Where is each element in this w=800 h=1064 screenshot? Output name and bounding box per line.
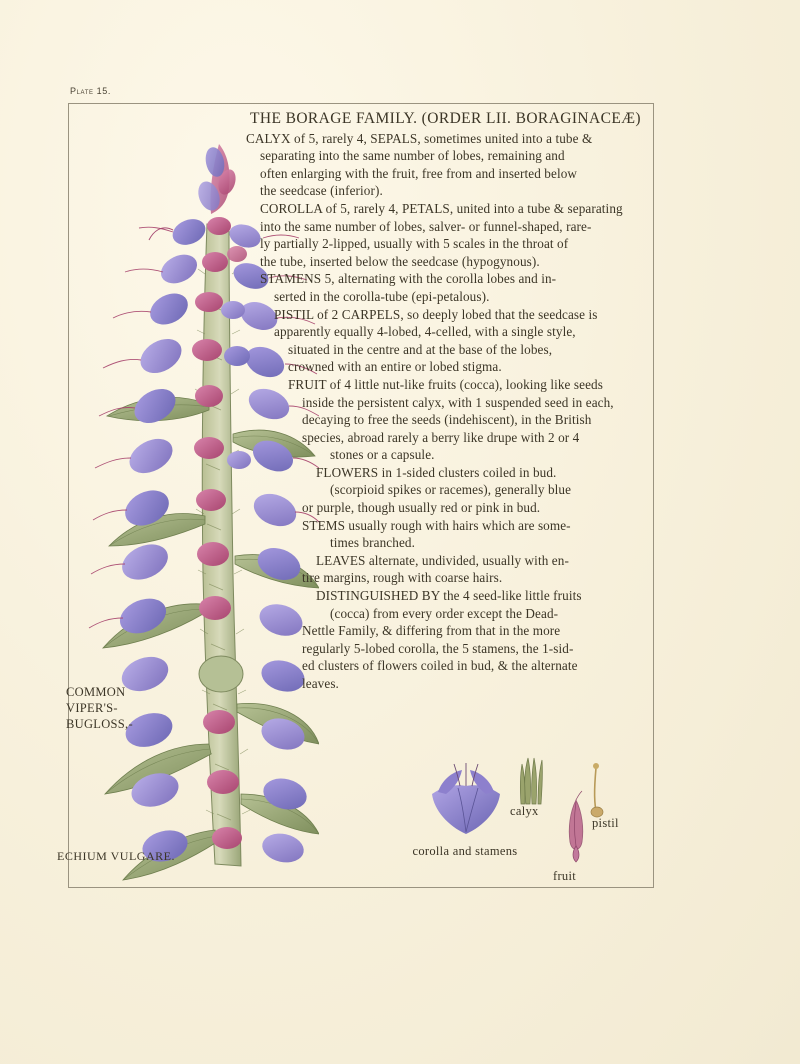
description-line: PISTIL of 2 CARPELS, so deeply lobed that the seedcase is xyxy=(274,306,598,322)
description-line: apparently equally 4-lobed, 4-celled, with a single style, xyxy=(274,324,576,340)
description-line: FRUIT of 4 little nut-like fruits (cocca), looking like seeds xyxy=(288,376,603,392)
calyx-label: calyx xyxy=(510,804,539,818)
description-line: species, abroad rarely a berry like drupe with 2 or 4 xyxy=(302,429,580,445)
description-line: STAMENS 5, alternating with the corolla lobes and in- xyxy=(260,271,557,287)
detail-figure-fruit xyxy=(556,790,596,864)
description-line: ed clusters of flowers coiled in bud, & the alternate xyxy=(302,658,578,674)
description-line: the seedcase (inferior). xyxy=(260,183,383,199)
description-line: the tube, inserted below the seedcase (hypogynous). xyxy=(260,253,540,269)
description-line: (cocca) from every order except the Dead- xyxy=(330,605,559,621)
description-body xyxy=(246,130,652,693)
common-name-label: COMMON VIPER'S-BUGLOSS,- xyxy=(66,685,133,731)
detail-figure-corolla xyxy=(414,762,518,840)
description-line: FLOWERS in 1-sided clusters coiled in bud. xyxy=(316,464,557,480)
description-line: tire margins, rough with coarse hairs. xyxy=(302,570,503,586)
page-title: THE BORAGE FAMILY. (ORDER LII. BORAGINACEÆ) xyxy=(250,110,641,127)
description-line: Nettle Family, & differing from that in the more xyxy=(302,623,561,639)
description-line: DISTINGUISHED BY the 4 seed-like little fruits xyxy=(316,588,582,604)
description-line: separating into the same number of lobes, remaining and xyxy=(260,148,565,164)
description-line: or purple, though usually red or pink in bud. xyxy=(302,500,541,516)
description-line: situated in the centre and at the base of the lobes, xyxy=(288,341,553,357)
description-line: CALYX of 5, rarely 4, SEPALS, sometimes united into a tube & xyxy=(246,130,593,146)
description-line: inside the persistent calyx, with 1 suspended seed in each, xyxy=(302,394,614,410)
description-line: stones or a capsule. xyxy=(330,447,435,463)
detail-figure-calyx xyxy=(512,756,554,808)
binomial-name-label: ECHIUM VULGARE. xyxy=(57,849,175,863)
pistil-label: pistil xyxy=(592,816,619,830)
description-line: COROLLA of 5, rarely 4, PETALS, united into a tube & separating xyxy=(260,200,623,216)
description-line: regularly 5-lobed corolla, the 5 stamens, the 1-sid- xyxy=(302,640,574,656)
description-line: (scorpioid spikes or racemes), generally blue xyxy=(330,482,572,498)
description-line: leaves. xyxy=(302,676,339,691)
description-line: often enlarging with the fruit, free from and inserted below xyxy=(260,165,578,181)
description-line: serted in the corolla-tube (epi-petalous). xyxy=(274,288,490,304)
corolla-stamens-label: corolla and stamens xyxy=(412,844,518,858)
description-line: crowned with an entire or lobed stigma. xyxy=(288,359,502,375)
description-line: LEAVES alternate, undivided, usually with en- xyxy=(316,552,569,568)
description-line: into the same number of lobes, salver- or funnel-shaped, rare- xyxy=(260,218,592,234)
description-line: times branched. xyxy=(330,535,415,551)
description-line: STEMS usually rough with hairs which are some- xyxy=(302,517,571,533)
fruit-label: fruit xyxy=(553,869,577,883)
plate-number-label: Plate 15. xyxy=(70,86,111,96)
family-description-text xyxy=(246,110,652,693)
description-line: decaying to free the seeds (indehiscent), in the British xyxy=(302,412,592,428)
description-line: ly partially 2-lipped, usually with 5 scales in the throat of xyxy=(260,236,569,252)
